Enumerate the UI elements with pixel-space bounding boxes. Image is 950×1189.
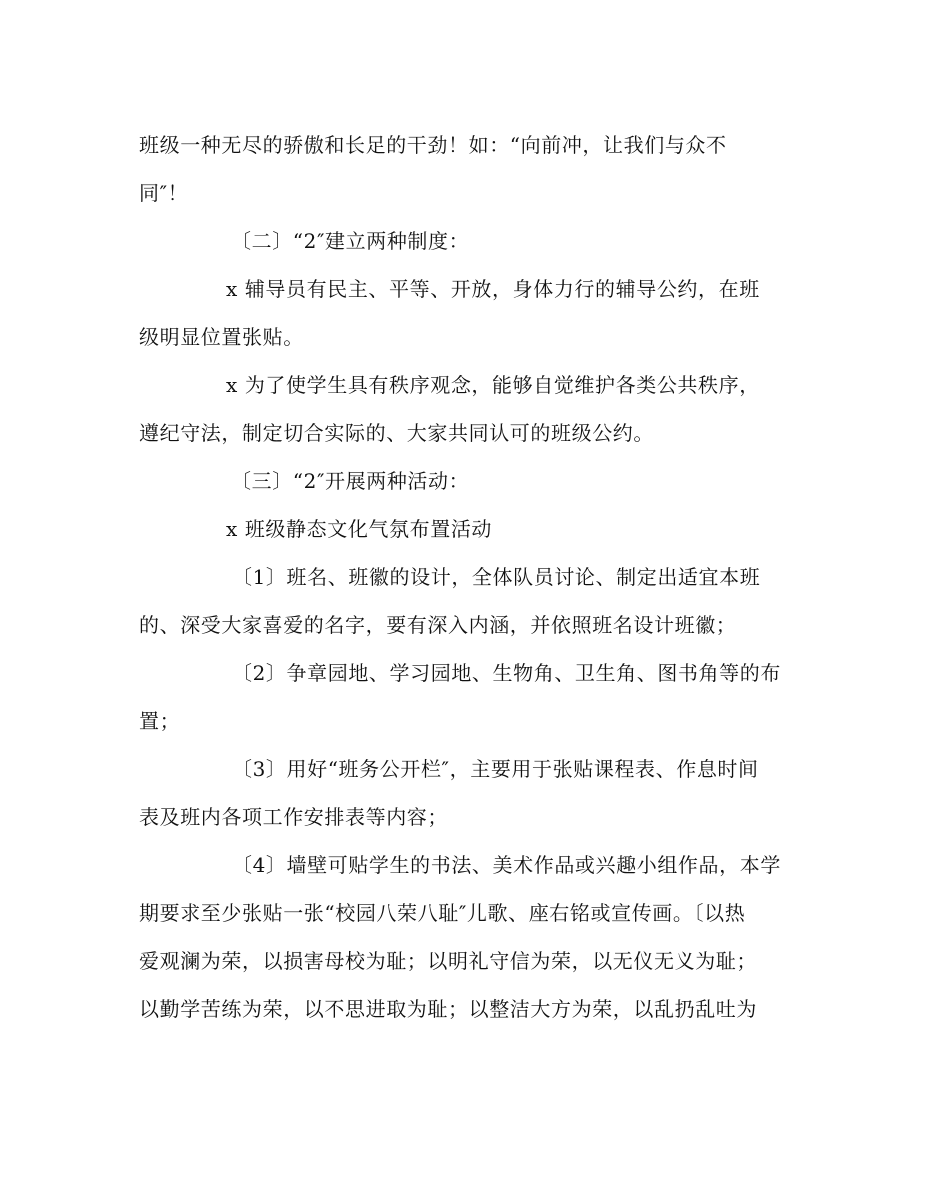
paragraph-line: 级明显位置张贴。 xyxy=(139,325,304,349)
paragraph-line: 〔2〕争章园地、学习园地、生物角、卫生角、图书角等的布 xyxy=(232,661,781,685)
paragraph-line: 置； xyxy=(139,709,181,733)
paragraph-line: 〔3〕用好“班务公开栏″，主要用于张贴课程表、作息时间 xyxy=(232,757,759,781)
paragraph-line: x 班级静态文化气氛布置活动 xyxy=(226,517,493,541)
paragraph-line: 爱观澜为荣，以损害母校为耻；以明礼守信为荣，以无仪无义为耻； xyxy=(139,949,757,973)
paragraph-line: x 辅导员有民主、平等、开放，身体力行的辅导公约，在班 xyxy=(226,277,760,301)
paragraph-line: 〔1〕班名、班徽的设计，全体队员讨论、制定出适宜本班 xyxy=(232,565,761,589)
paragraph-line: 表及班内各项工作安排表等内容； xyxy=(139,805,448,829)
paragraph-line: 的、深受大家喜爱的名字，要有深入内涵，并依照班名设计班徽； xyxy=(139,613,737,637)
paragraph-line: 同″！ xyxy=(139,181,189,205)
paragraph-line: 期要求至少张贴一张“校园八荣八耻″儿歌、座右铭或宣传画。〔以热 xyxy=(139,901,746,925)
paragraph-line: 以勤学苦练为荣，以不思进取为耻；以整洁大方为荣，以乱扔乱吐为 xyxy=(139,997,757,1021)
paragraph-line: x 为了使学生具有秩序观念，能够自觉维护各类公共秩序， xyxy=(226,373,760,397)
paragraph-line: 〔4〕墙壁可贴学生的书法、美术作品或兴趣小组作品，本学 xyxy=(232,853,781,877)
section-heading: 〔三〕“2″开展两种活动： xyxy=(231,469,470,493)
paragraph-line: 班级一种无尽的骄傲和长足的干劲！如：“向前冲，让我们与众不 xyxy=(139,133,727,157)
paragraph-line: 遵纪守法，制定切合实际的、大家共同认可的班级公约。 xyxy=(139,421,654,445)
section-heading: 〔二〕“2″建立两种制度： xyxy=(231,229,470,253)
